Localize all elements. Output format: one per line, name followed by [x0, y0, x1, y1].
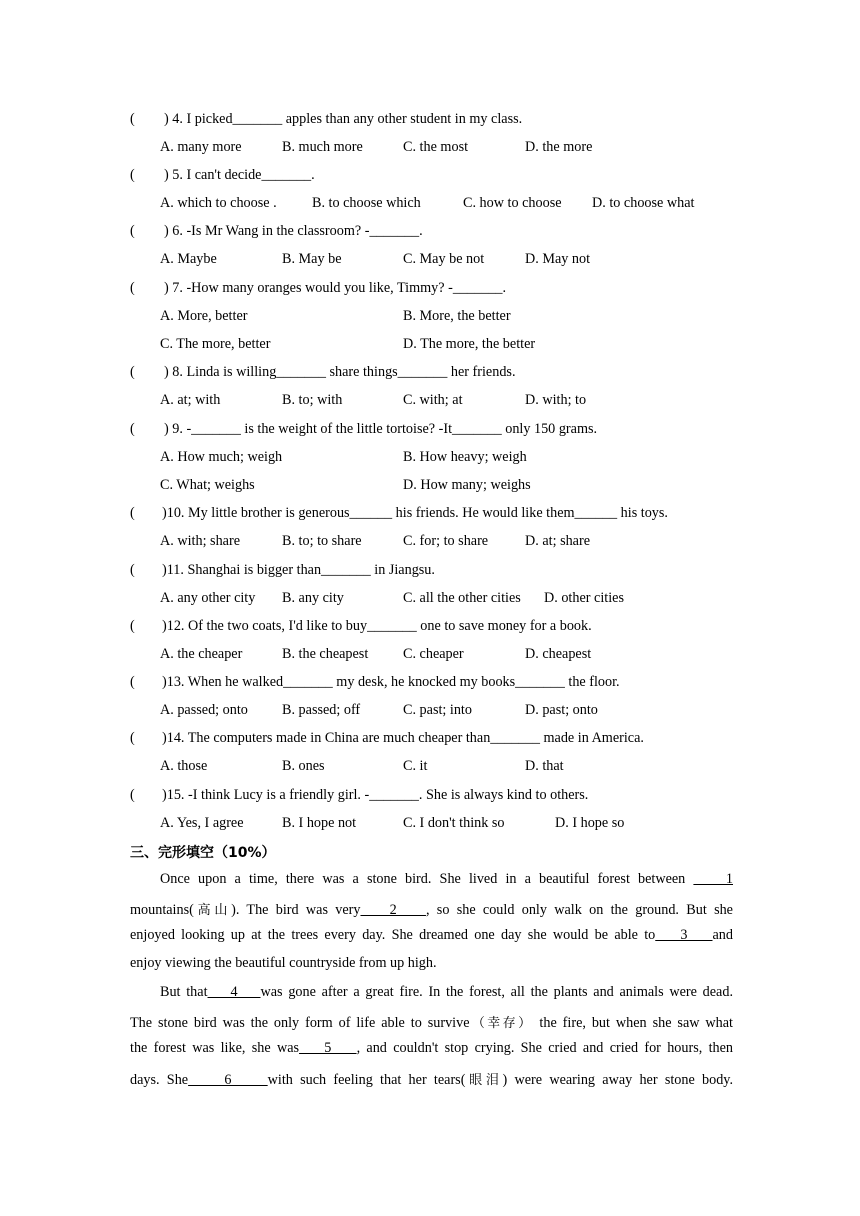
option-b: B. How heavy; weigh [403, 449, 527, 465]
passage-line [130, 1040, 733, 1057]
question-6 [130, 223, 423, 240]
passage-text: days. She [130, 1072, 189, 1088]
question-stem: ) 6. -Is Mr Wang in the classroom? -_______. [164, 223, 423, 239]
answer-paren: ( [130, 280, 135, 296]
question-4 [130, 111, 522, 128]
blank-5: 5 [299, 1040, 357, 1056]
answer-paren: ( [130, 674, 135, 690]
question-5 [130, 167, 315, 184]
question-stem: ) 4. I picked_______ apples than any other student in my class. [164, 111, 523, 127]
option-d: D. at; share [525, 533, 591, 549]
passage-text: Once upon a time, there was a stone bird. She lived in a beautiful forest between [160, 871, 686, 887]
question-stem: )14. The computers made in China are much cheaper than_______ made in America. [162, 730, 644, 746]
answer-paren: ( [130, 364, 135, 380]
passage-line [130, 927, 733, 944]
option-d: D. that [525, 758, 564, 774]
question-stem: ) 8. Linda is willing_______ share things_______ her friends. [164, 364, 516, 380]
option-d: D. How many; weighs [403, 477, 531, 493]
passage-text: The stone bird was the only form of life able to survive [130, 1015, 470, 1031]
option-d: D. May not [525, 251, 591, 267]
option-a: A. Yes, I agree [160, 815, 244, 831]
question-stem: )13. When he walked_______ my desk, he knocked my books_______ the floor. [162, 674, 620, 690]
option-c: C. for; to share [403, 533, 489, 549]
answer-paren: ( [130, 421, 135, 437]
question-12 [130, 618, 592, 635]
answer-paren: ( [130, 618, 135, 634]
option-d: D. the more [525, 139, 593, 155]
passage-text: and [712, 927, 733, 943]
option-a: A. with; share [160, 533, 240, 549]
passage-text: enjoy viewing the beautiful countryside from up high. [130, 955, 437, 971]
option-d: D. I hope so [555, 815, 625, 831]
option-c: C. all the other cities [403, 590, 521, 606]
option-a: A. the cheaper [160, 646, 243, 662]
passage-text: , and couldn't stop crying. She cried and cried for hours, then [356, 1040, 734, 1056]
option-b: B. passed; off [282, 702, 361, 718]
option-c: C. I don't think so [403, 815, 505, 831]
answer-paren: ( [130, 505, 135, 521]
blank-2: 2 [360, 902, 426, 918]
passage-text: the forest was like, she was [130, 1040, 300, 1056]
option-b: B. to; to share [282, 533, 362, 549]
option-b: B. much more [282, 139, 363, 155]
passage-line [130, 899, 733, 919]
question-stem: ) 5. I can't decide_______. [164, 167, 315, 183]
option-a: A. passed; onto [160, 702, 248, 718]
option-b: B. to; with [282, 392, 343, 408]
passage-line [130, 955, 733, 972]
question-stem: )12. Of the two coats, I'd like to buy_______ one to save money for a book. [162, 618, 592, 634]
question-9 [130, 421, 597, 438]
blank-6: 6 [188, 1072, 268, 1088]
option-c: C. cheaper [403, 646, 464, 662]
passage-text: was gone after a great fire. In the forest, all the plants and animals were dead. [260, 984, 733, 1000]
option-b: B. any city [282, 590, 344, 606]
option-a: A. More, better [160, 308, 248, 324]
option-b: B. May be [282, 251, 342, 267]
blank-3: 3 [655, 927, 713, 943]
option-c: C. The more, better [160, 336, 271, 352]
question-stem: ) 9. -_______ is the weight of the little tortoise? -It_______ only 150 grams. [164, 421, 598, 437]
option-b: B. to choose which [312, 195, 421, 211]
answer-paren: ( [130, 562, 135, 578]
section-title: 三、完形填空（10%） [130, 845, 276, 861]
passage-line [130, 871, 733, 888]
option-a: A. Maybe [160, 251, 217, 267]
option-b: B. More, the better [403, 308, 511, 324]
option-a: A. at; with [160, 392, 221, 408]
question-stem: )10. My little brother is generous______ his friends. He would like them______ his toys. [162, 505, 668, 521]
option-c: C. how to choose [463, 195, 562, 211]
passage-text: 眼泪 [465, 1073, 503, 1088]
option-c: C. What; weighs [160, 477, 255, 493]
question-7 [130, 280, 506, 297]
option-a: A. many more [160, 139, 242, 155]
option-b: B. I hope not [282, 815, 357, 831]
answer-paren: ( [130, 787, 135, 803]
option-d: D. other cities [544, 590, 624, 606]
option-c: C. past; into [403, 702, 472, 718]
passage-line [130, 1069, 733, 1089]
option-d: D. The more, the better [403, 336, 536, 352]
answer-paren: ( [130, 730, 135, 746]
question-15 [130, 787, 588, 804]
question-stem: )11. Shanghai is bigger than_______ in Jiangsu. [162, 562, 435, 578]
question-14 [130, 730, 644, 747]
option-b: B. ones [282, 758, 325, 774]
option-c: C. it [403, 758, 428, 774]
question-stem: ) 7. -How many oranges would you like, Timmy? -_______. [164, 280, 507, 296]
passage-text: ). The bird was very [231, 902, 361, 918]
option-d: D. with; to [525, 392, 587, 408]
option-c: C. with; at [403, 392, 463, 408]
passage-text: enjoyed looking up at the trees every day. She dreamed one day she would be able to [130, 927, 656, 943]
answer-paren: ( [130, 223, 135, 239]
answer-paren: ( [130, 167, 135, 183]
question-13 [130, 674, 620, 691]
passage-text: , so she could only walk on the ground. But she [425, 902, 733, 918]
option-a: A. any other city [160, 590, 256, 606]
option-d: D. to choose what [592, 195, 695, 211]
passage-text: mountains( [130, 902, 194, 918]
passage-text: 高山 [193, 903, 232, 918]
passage-text: the fire, but when she saw what [533, 1015, 733, 1031]
question-stem: )15. -I think Lucy is a friendly girl. -_______. She is always kind to others. [162, 787, 589, 803]
question-10 [130, 505, 668, 522]
passage-text: （幸存） [469, 1016, 534, 1031]
option-a: A. How much; weigh [160, 449, 283, 465]
blank-4: 4 [207, 984, 261, 1000]
passage-line [130, 984, 733, 1001]
option-a: A. those [160, 758, 208, 774]
option-c: C. the most [403, 139, 469, 155]
passage-text: with such feeling that her tears( [267, 1072, 466, 1088]
option-d: D. cheapest [525, 646, 592, 662]
option-c: C. May be not [403, 251, 485, 267]
passage-line [130, 1012, 733, 1032]
blank-1: 1 [693, 871, 733, 887]
option-a: A. which to choose . [160, 195, 277, 211]
answer-paren: ( [130, 111, 135, 127]
question-8 [130, 364, 516, 381]
option-b: B. the cheapest [282, 646, 369, 662]
question-11 [130, 562, 435, 579]
option-d: D. past; onto [525, 702, 598, 718]
passage-text: But that [160, 984, 208, 1000]
passage-text: ) were wearing away her stone body. [502, 1072, 734, 1088]
